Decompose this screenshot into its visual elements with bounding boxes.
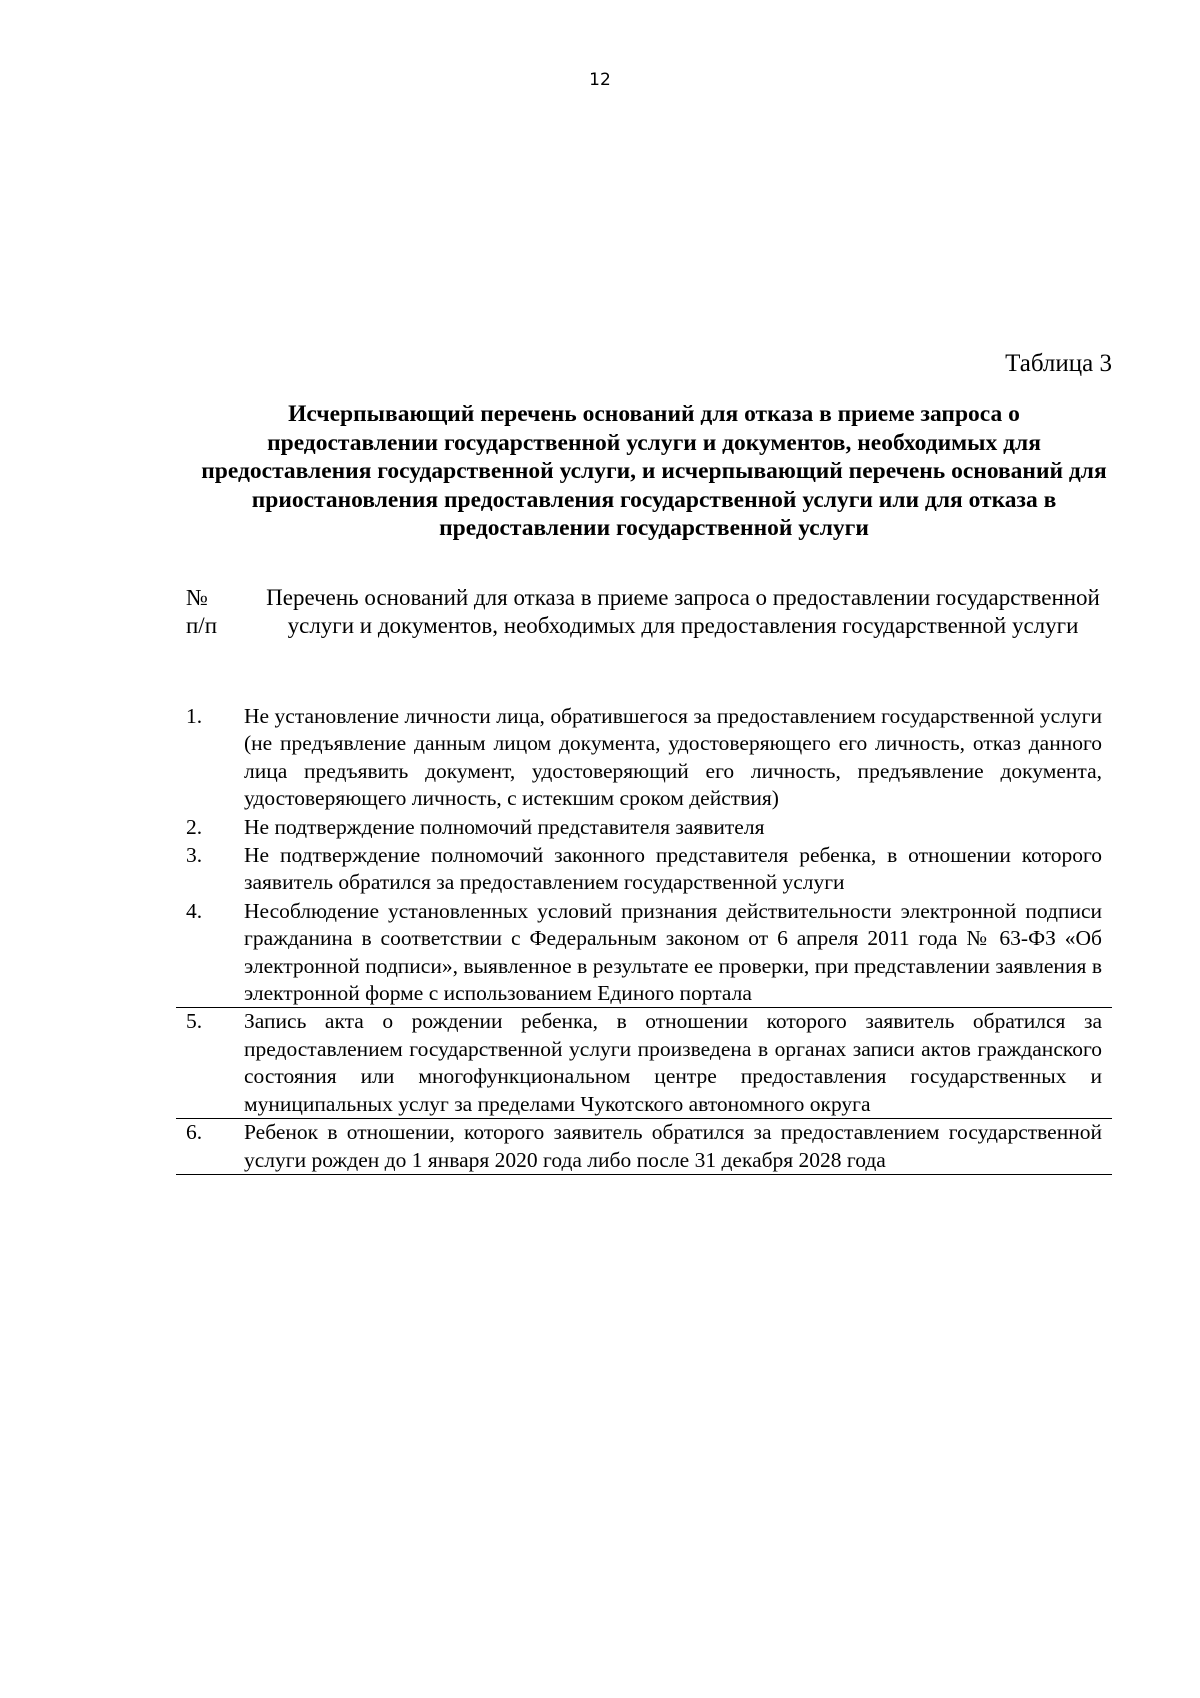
row-number: 1. (186, 704, 203, 728)
row-number: 6. (186, 1120, 203, 1145)
row-text: Запись акта о рождении ребенка, в отношении которого заявитель обратился за предоставлением государственной услуги произведена в органах записи актов гражданского состояния или многофункциональном центре предоставления государственных и муниципальных услуг за пределами Чукотского автономного округа (244, 1009, 1102, 1116)
row-text: Не подтверждение полномочий законного представителя ребенка, в отношении которого заявитель обратился за предоставлением государственной услуги (244, 843, 1102, 895)
header-text-column: Перечень оснований для отказа в приеме запроса о предоставлении государственной услуги и документов, необходимых для предоставления государственной услуги (266, 585, 1100, 638)
grounds-table (176, 703, 1112, 1175)
row-text: Не установление личности лица, обратившегося за предоставлением государственной услуги (не предъявление данным лицом документа, удостоверяющего его личность, отказ данного лица предъявить документ, удостоверяющий его личность, предъявление документа, удостоверяющего личность, с истекшим сроком действия) (244, 704, 1102, 811)
header-number-abbrev: п/п (186, 613, 218, 638)
table-row-2 (176, 814, 1112, 842)
row-text: Несоблюдение установленных условий признания действительности электронной подписи гражданина в соответствии с Федеральным законом от 6 апреля 2011 года № 63-ФЗ «Об электронной подписи», выявленное в результате ее проверки, при представлении заявления в электронной форме с использованием Единого портала (244, 898, 1102, 1006)
table-row-4 (176, 898, 1112, 1009)
row-number: 5. (186, 1009, 203, 1034)
document-title: Исчерпывающий перечень оснований для отказа в приеме запроса о предоставлении государственной услуги и документов, необходимых для предоставления государственной услуги, и исчерпывающий перечень оснований для приостановления предоставления государственной услуги или для отказа в предоставлении государственной услуги (201, 401, 1107, 541)
header-number-column (186, 584, 246, 640)
row-text: Не подтверждение полномочий представителя заявителя (244, 814, 765, 839)
page-number: 12 (589, 70, 611, 90)
table-row-3 (176, 842, 1112, 898)
row-number: 3. (186, 843, 203, 868)
table-row-1 (176, 703, 1112, 814)
row-text: Ребенок в отношении, которого заявитель обратился за предоставлением государственной услуги рожден до 1 января 2020 года либо после 31 декабря 2028 года (244, 1120, 1102, 1172)
table-row-5 (176, 1008, 1112, 1119)
table-label: Таблица 3 (1005, 350, 1112, 377)
row-number: 2. (186, 814, 203, 839)
table-row-6 (176, 1119, 1112, 1175)
header-number-sign: № (186, 585, 208, 610)
row-number: 4. (186, 898, 203, 923)
